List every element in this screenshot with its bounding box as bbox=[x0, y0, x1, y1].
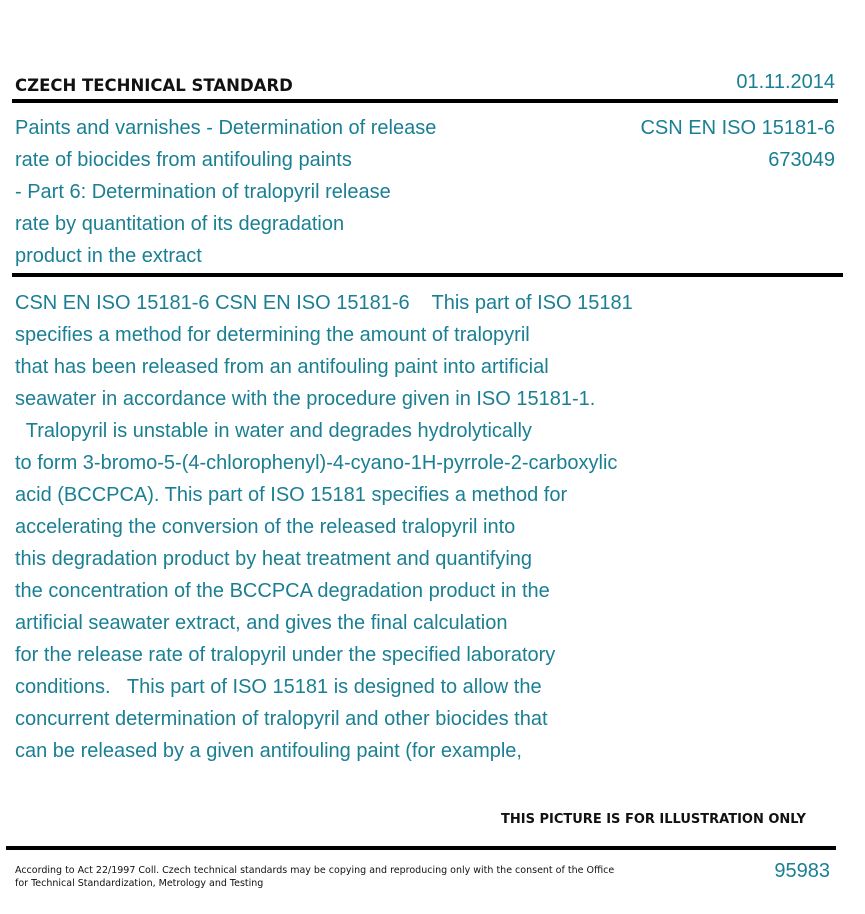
illustration-note: THIS PICTURE IS FOR ILLUSTRATION ONLY bbox=[501, 812, 806, 827]
body-line-13: conditions. This part of ISO 15181 is designed to allow the bbox=[15, 676, 542, 698]
legal-line-2: for Technical Standardization, Metrology and Testing bbox=[15, 878, 264, 889]
header-divider bbox=[12, 99, 838, 103]
body-line-10: the concentration of the BCCPCA degradation product in the bbox=[15, 580, 550, 602]
legal-line-1: According to Act 22/1997 Coll. Czech technical standards may be copying and reproducing only with the consent of the Office bbox=[15, 865, 615, 876]
title-divider bbox=[12, 273, 843, 277]
catalog-number: 95983 bbox=[774, 860, 830, 882]
title-line-1: Paints and varnishes - Determination of release bbox=[15, 117, 437, 139]
title-line-4: rate by quantitation of its degradation bbox=[15, 213, 345, 235]
class-number: 673049 bbox=[768, 149, 835, 171]
body-line-4: seawater in accordance with the procedure given in ISO 15181-1. bbox=[15, 388, 596, 410]
publication-date: 01.11.2014 bbox=[736, 71, 835, 93]
body-line-15: can be released by a given antifouling paint (for example, bbox=[15, 740, 522, 762]
standard-type-heading: CZECH TECHNICAL STANDARD bbox=[15, 76, 293, 95]
title-line-5: product in the extract bbox=[15, 245, 202, 267]
body-line-8: accelerating the conversion of the released tralopyril into bbox=[15, 516, 516, 538]
footer-divider bbox=[6, 846, 836, 850]
legal-notice bbox=[15, 864, 615, 890]
body-line-7: acid (BCCPCA). This part of ISO 15181 specifies a method for bbox=[15, 484, 568, 506]
body-line-11: artificial seawater extract, and gives the final calculation bbox=[15, 612, 508, 634]
standard-code: CSN EN ISO 15181-6 bbox=[640, 117, 835, 139]
body-line-5: Tralopyril is unstable in water and degrades hydrolytically bbox=[15, 420, 532, 442]
body-line-14: concurrent determination of tralopyril and other biocides that bbox=[15, 708, 548, 730]
body-line-1: CSN EN ISO 15181-6 CSN EN ISO 15181-6 This part of ISO 15181 bbox=[15, 292, 633, 314]
body-line-3: that has been released from an antifouling paint into artificial bbox=[15, 356, 549, 378]
body-line-9: this degradation product by heat treatment and quantifying bbox=[15, 548, 533, 570]
title-line-2: rate of biocides from antifouling paints bbox=[15, 149, 352, 171]
body-line-6: to form 3-bromo-5-(4-chlorophenyl)-4-cyano-1H-pyrrole-2-carboxylic bbox=[15, 452, 618, 474]
title-line-3: - Part 6: Determination of tralopyril release bbox=[15, 181, 391, 203]
body-line-2: specifies a method for determining the amount of tralopyril bbox=[15, 324, 530, 346]
body-line-12: for the release rate of tralopyril under the specified laboratory bbox=[15, 644, 556, 666]
